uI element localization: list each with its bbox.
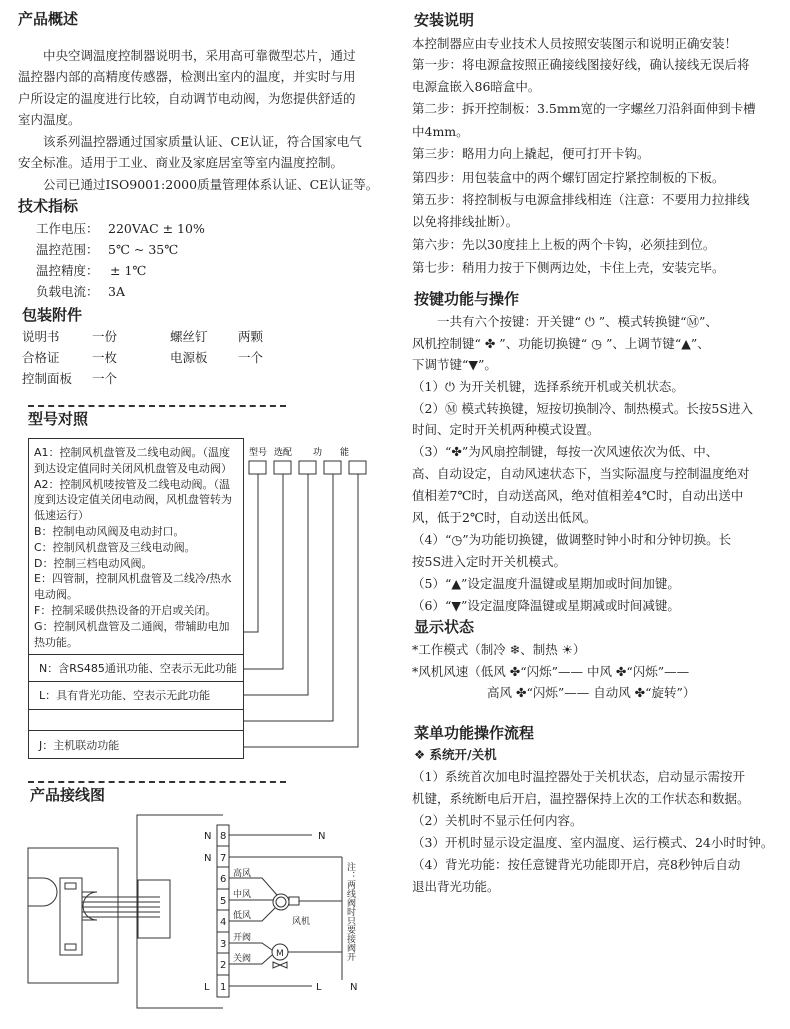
label-n: N [350,982,358,993]
divider [28,781,286,783]
spec-value: ± 1℃ [110,263,147,278]
model-line: A1：控制风机盘管及二线电动阀。（温度 [34,446,231,459]
spec-label: 温控精度： [36,263,99,278]
keys-line: （5）“▲”设定温度升温键或星期加或时间加键。 [412,576,680,591]
install-line: 第二步：拆开控制板：3.5mm宽的一字螺丝刀沿斜面伸到卡槽 [412,101,756,116]
code-box [324,461,341,474]
keys-line: 高、自动设定，自动风速状态下，当实际温度与控制温度绝对 [412,466,750,481]
terminal-8: 8 [220,831,227,842]
terminal-3: 3 [220,939,227,950]
install-line: 第五步：将控制板与电源盒排线相连（注意：不要用力拉排线 [412,192,750,207]
option-l: L：具有背光功能、空表示无此功能 [39,689,211,702]
keys-line: （6）“▼”设定温度降温键或星期减或时间减键。 [412,598,680,613]
label-valve-close: 关阀 [233,954,252,964]
install-line: 中4mm。 [412,124,469,139]
label-valve-open: 开阀 [233,933,252,943]
code-box [349,461,366,474]
spec-label: 温控范围： [36,242,99,257]
label-func1: 功 [313,448,323,458]
keys-line: 时间、定时开关机两种模式设置。 [412,422,600,437]
model-line: D：控制三档电动风阀。 [34,556,153,570]
terminal-strip [217,825,229,997]
spec-label: 负载电流： [36,284,99,299]
spec-value: 5℃ ~ 35℃ [108,242,179,257]
keys-line: 风机控制键“ ✤ ”、功能切换键“ ◷ ”、上调节键“▲”、 [412,336,710,351]
terminal-6: 6 [220,874,227,885]
terminal-5: 5 [220,896,227,907]
connector-plate [60,878,82,955]
models-title: 型号对照 [28,410,89,428]
keys-line: （1）⏻ 为开关机键，选择系统开机或关机状态。 [412,379,684,394]
menu-line: （1）系统首次加电时温控器处于关机状态，启动显示需按开 [412,769,745,784]
model-line: G：控制风机盘管及二通阀，带辅助电加 [34,619,230,633]
code-box [274,461,291,474]
keys-line: （4）“◷”为功能切换键，做调整时钟小时和分钟切换。长 [412,532,732,547]
keys-line: 一共有六个按键：开关键“ ⏻ ”、模式转换键“Ⓜ”、 [412,314,718,329]
install-line: 电源盒嵌入86暗盒中。 [412,79,541,94]
package-qty: 一枚 [92,350,118,365]
keys-line: 风，低于2℃时，自动送出低风。 [412,510,597,525]
label-model: 型号 [249,448,268,458]
keys-line: 下调节键“▼”。 [412,357,497,372]
model-line: C：控制风机盘管及三线电动阀。 [34,540,196,554]
label-option: 选配 [274,448,293,458]
fan-motor [273,894,289,910]
label-motor: M [276,949,284,959]
install-line: 本控制器应由专业技术人员按照安装图示和说明正确安装！ [412,36,738,51]
keys-line: 值相差7℃时，自动送高风，绝对值相差4℃时，自动出送中 [412,488,744,503]
model-line: 度到达设定值关闭电动阀，风机盘管转为 [34,493,232,507]
spec-label: 工作电压： [36,221,99,236]
install-line: 第一步：将电源盒按照正确接线图接好线，确认接线无误后将 [412,57,750,72]
terminal-2: 2 [220,960,227,971]
install-title: 安装说明 [414,11,475,29]
overview-line: 安全标准。适用于工业、商业及家庭居室等室内温度控制。 [18,155,344,170]
install-line: 以免将排线扯断）。 [412,214,519,229]
option-n: N：含RS485通讯功能、空表示无此功能 [39,662,237,675]
keys-line: 按5S进入定时开关机模式。 [412,554,567,569]
overview-line: 中央空调温度控制器说明书，采用高可靠微型芯片，通过 [18,48,356,63]
overview-line: 温控器内部的高精度传感器，检测出室内的温度，并实时与用 [18,69,356,84]
package-qty: 一份 [92,329,118,344]
terminal-7: 7 [220,853,227,864]
label-low-speed: 低风 [233,911,252,921]
terminal-4: 4 [220,917,227,928]
label-l: L [316,982,322,993]
package-item: 电源板 [170,350,208,365]
menu-line: （4）背光功能：按任意键背光功能即开启，亮8秒钟后自动 [412,857,741,872]
label-func2: 能 [340,448,350,458]
code-box [249,461,266,474]
label-n: N [318,831,326,842]
label-n: N [204,831,212,842]
model-line: E：四管制，控制风机盘管及二线冷/热水 [34,572,232,586]
menu-title: 菜单功能操作流程 [414,724,535,742]
code-box [299,461,316,474]
overview-line: 该系列温控器通过国家质量认证、CE认证，符合国家电气 [18,134,362,149]
overview-line: 户所设定的温度进行比较，自动调节电动阀，为您提供舒适的 [18,91,356,106]
package-item: 说明书 [22,329,60,344]
package-qty: 一个 [238,350,264,365]
install-line: 第七步：稍用力按于下侧两边处，卡住上壳，安装完毕。 [412,260,725,275]
power-box [28,848,118,983]
model-line: 到达设定值同时关闭风机盘管及电动阀） [34,461,232,475]
label-fan: 风机 [292,917,311,927]
option-j: J：主机联动功能 [39,739,120,752]
model-line: 低速运行） [34,509,89,523]
spec-value: 220VAC ± 10% [108,221,205,236]
menu-line: 退出背光功能。 [412,879,500,894]
model-line: B：控制电动风阀及电动封口。 [34,524,185,538]
menu-line: （3）开机时显示设定温度、室内温度、运行模式、24小时时钟。 [412,835,774,850]
menu-line: （2）关机时不显示任何内容。 [412,813,583,828]
spec-value: 3A [108,284,125,299]
install-line: 第六步：先以30度挂上上板的两个卡钩，必须挂到位。 [412,237,716,252]
package-title: 包装附件 [22,306,83,324]
model-line: 电动阀。 [34,588,78,602]
install-line: 第三步：略用力向上撬起，便可打开卡钩。 [412,146,650,161]
keys-line: （2）Ⓜ 模式转换键，短按切换制冷、制热模式。长按5S进入 [412,401,753,416]
overview-line: 室内温度。 [18,112,81,127]
overview-title: 产品概述 [18,10,79,28]
model-line: A2：控制风机唛按管及二线电动阀。（温 [34,477,231,491]
label-mid-speed: 中风 [233,890,252,900]
model-code-diagram [0,0,400,780]
package-item: 合格证 [22,350,60,365]
package-item: 控制面板 [22,371,73,386]
menu-subtitle: ❖ 系统开/关机 [414,747,497,762]
install-line: 第四步：用包装盒中的两个螺钉固定拧紧控制板的下板。 [412,170,725,185]
display-line: *风机风速（低风 ✤“闪烁”—— 中风 ✤“闪烁”—— [412,664,690,679]
model-line: F：控制采暖供热设备的开启或关闭。 [34,603,217,617]
wiring-note: 注：两线阀时只要接阀开 [345,862,355,961]
package-qty: 一个 [92,371,118,386]
display-title: 显示状态 [414,618,475,636]
specs-title: 技术指标 [18,197,79,215]
label-high-speed: 高风 [233,869,252,879]
package-item: 螺丝钉 [170,329,208,344]
keys-line: （3）“✤”为风扇控制键，每按一次风速依次为低、中、 [412,444,719,459]
wiring-diagram [0,800,400,1029]
terminal-1: 1 [220,982,227,993]
display-line: *工作模式（制冷 ❄、制热 ☀） [412,642,586,657]
label-n: N [204,853,212,864]
model-line: 热功能。 [34,635,78,649]
overview-line: 公司已通过ISO9001:2000质量管理体系认证、CE认证等。 [18,177,379,192]
package-qty: 两颗 [238,329,264,344]
wiring-title: 产品接线图 [30,786,106,804]
menu-line: 机键，系统断电后开启，温控器保持上次的工作状态和数据。 [412,791,750,806]
display-line: 高风 ✤“闪烁”—— 自动风 ✤“旋转”） [412,685,696,700]
keys-title: 按键功能与操作 [414,290,520,308]
label-l: L [204,982,210,993]
